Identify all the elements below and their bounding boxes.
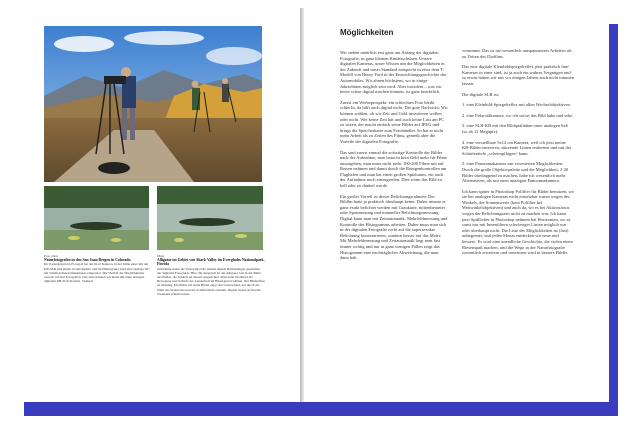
list-item: 5. eine Panoramakamera mit erweiterten Möglichkeiten. Durch die große Objektivpalette und die Möglichkeit, 2-20 Bilder überlappend zu machen, habe ich wesentlich mehr Alternativen, als mit einer analogen Panoramakamera. [462,161,569,184]
list-item: 1. eine Kleinbild-Spiegelreflex mit allen Wechselobjektiven. [462,102,571,108]
paragraph: Zuerst ein Werbeprospekt: ein schlechtes Foto bleibt schlecht, da hilft auch digital nicht. Die gute Nachricht: Wir können wählen, ob wir Zeit und Geld investieren wollen oder nicht. Wer keine Zeit hat und auch keine Lust am PC zu sitzen, der macht einfach seine Bilder auf JPEG und bringt die Speicherkarte zum Fotohändler. So hat er nicht mehr Arbeit als zu Zeiten des Films, genießt aber die Vorteile der digitalen Fotografie. [340,99,448,144]
caption-body: Aufnahme setzte die Teleoptik nicht einmal dunkle Belichtungen gegenüber der digitalen Fotografie. Hier: Im Anspruch ist der Alligator fast in der Mitte des Bildes, die Schärfe ist darauf ausgerichtet. Man kann im Detail die Bewegung und Schärfe der Landschaft im Hintergrund wählen. Der Bildaufbau ist stimmig. Ein Blick auf beide Bilder zeigt den Unterschied, der durch die Wahl des Standortes und der Schärfentiefe entsteht. Digital lassen sich beide Varianten schnell testen. [157,266,265,296]
right-page [304,8,609,402]
left-page [18,8,300,402]
photo-alligator-left [44,186,149,250]
paragraph: Ich kann später in Photoshop Polfilter für Bilder benutzen, wo sie bei analogen Kameras nicht einsetzbar waren wegen des Winkels, der Sonnenwerte (kein Polfilter bei Weitwinkelobjektiven) und auch da, wo es bei Aktionsfotos wegen der Belichtungszeit nicht zu machen war. Ich kann jetzt Spitllicher in Photoshop nehmen bei Horizonten, wo es sonst nur mit Innenfiltern schwieriger Linien möglich war oder überhaupt nicht. Die Liste der Möglichkeiten ist (fast) unbegrenzt, und jeden Monat entdecken wir neue und bessere. Es wird eine unendliche Geschichte, die vielen einen Riesenspaß machen, und die Wege in der Naturfotografie wesentlich erweitern und unsertiren wird in bessere Bilder. [462,188,574,256]
paragraph: vornimmt. Das ist nie wesentlich umspannsteres Arbeiten als zu Zeiten des Diafilms. [462,48,572,59]
paragraph: Das sind zuerst einmal die sofortige Kontrolle der Bilder nach der Aufnahme, man braucht kein Geld mehr für Filme auszugeben, man muss nicht mehr 100-200 Filme mit auf Reisen nehmen und damit durch die Röntgenkontrollen am Flughafen und man hat einen großen Spielraum, ein nach der Aufnahme noch einzugreifen. Dies wenn das Bild zu hell oder zu dunkel wurde. [340,149,447,189]
text-column-2 [462,48,574,261]
caption-photographers [44,254,152,283]
page-heading: Möglichkeiten [340,28,394,37]
caption-body: Im Vordergrund ein Fotograf bei der 6x12 Kamera, in der Mitte einer mit der KB-SLR und einem Zoomobjektiv und im Hintergrund wird eine analoge 6x7 am Schiffen-Panoramakameras eingesetzt. Die Vielfalt der Möglichkeiten verteilt auf drei Fotografen. Das alles können wir heute mit einer einzigen digitalen KB-SLR machen. Viehstzt. [44,262,150,284]
caption-title: Alligator im Gebiet von Shark Valley im Everglades Nationalpark, Florida [157,258,265,267]
caption-title: Naturfotografen in den San Juan Bergen in Colorado. [44,258,132,263]
photo-alligator-right [157,186,263,250]
text-column-1 [340,50,448,266]
caption-label: Foto oben [44,254,58,258]
photo-photographers [44,26,262,182]
list-item: 4. eine verstellbare 9x12 cm Kamera, weil ich jetzt meine KB-Bilder entzerren, stürzende Linien entfernen und mit der Schärfentiefe „scheimpflügen“ kann. [462,139,572,156]
caption-alligator [157,254,265,296]
book-spread [18,8,609,402]
paragraph: Die digitale SLR ist: [462,91,500,97]
paragraph: Das eine digitale Kleinbildspiegelreflex jetzt praktisch fünf Kameras in einer sind, ist ja auch ein wahres Vergnügen und so etwas hätten wir uns vor einigen Jahren auch nicht träumen lassen. [462,64,574,86]
paragraph: Wir stehen natürlich erst ganz am Anfang der digitalen Fotografie, in ganz kleinen Kinderschuhen. Unsere digitalen Kameras, unser Wissen um die Möglichkeiten in der Zukunft und unser Standard entspricht in etwa dem T-Modell von Henry Ford in der Entwicklungsgeschichte des Automobiles. Wir ahnen höchstens, wo in einige Jahrzehnten möglich sein wird. Aber trotzdem – was wir heute schon digital machen können, ist ganz beachtlich. [340,50,447,95]
list-item: 3. eine SLR-KB mit den Bildqualitäten einer analogen 6x6 (so ab 12 Megapix). [462,123,568,134]
paragraph: Ein großer Vorteil ist dieser Belichtungsrahmen: Der Bildlin hatte ja praktisch überhaupt keine. Daher musste er ganz exakt belichtet werden mit Graukarte, mittenbetonter oder Spotmessung und manueller Belichtungsmessung. Digital kann man mit Zeitautomatik, Mehrfeldmessung und Kontrolle des Histogramms arbeiten. Daher muss man sich in der digitalen Fotografie nicht auf die supersexakte Belichtung konzentrieren, sondern besser auf das Motiv. Mit Mehrfeldmessung und Zeitautomatik liegt man fast immer richtig und nur in ganz wenigen Fällen zeigt das Histogramm eine nachträglicher Abweichung, die man dann halt [340,193,448,261]
caption-label: Oben [157,254,165,258]
list-item: 2. eine Polaroidkamera, wo ich sofort das Bild habe und sehe. [462,112,574,118]
